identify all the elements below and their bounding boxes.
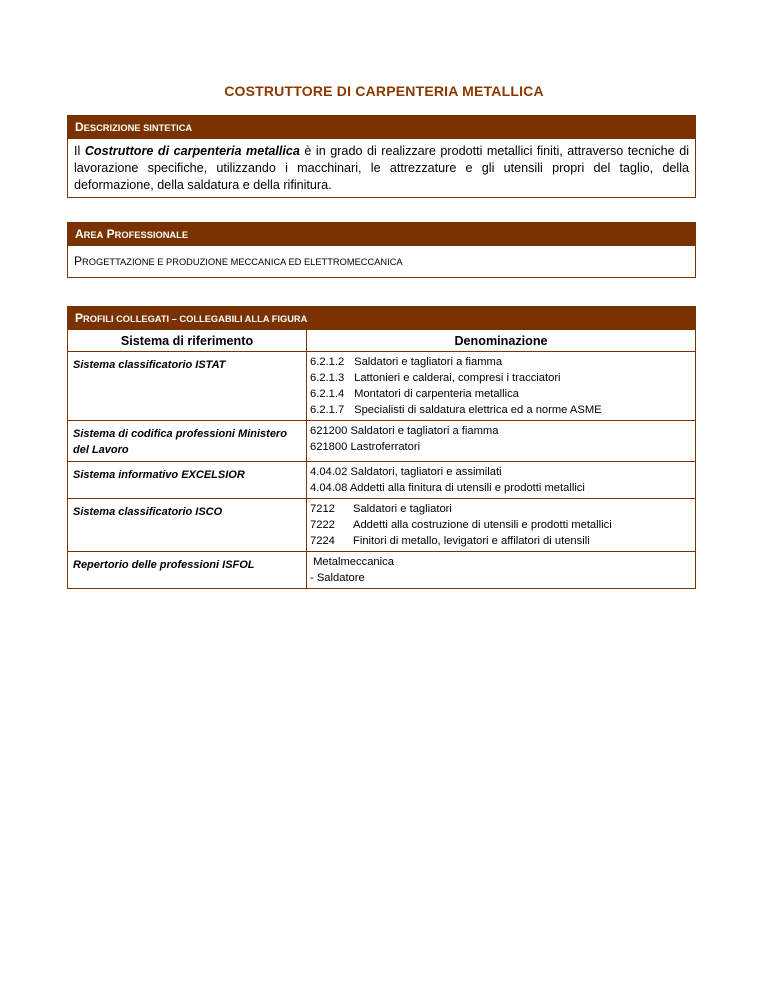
list-item <box>310 480 691 496</box>
profili-header-rest: ROFILI COLLEGATI – COLLEGABILI ALLA FIGURA <box>83 314 308 324</box>
item-code: 6.2.1.7 <box>310 404 345 416</box>
list-item: - Saldatore <box>310 572 365 584</box>
item-text: Finitori di metallo, levigatori e affilatori di utensili <box>353 535 590 547</box>
area-header-initial-2: P <box>106 227 115 241</box>
area-value <box>68 246 695 277</box>
descrizione-body: è in grado di realizzare prodotti metallici finiti, attraverso tecniche di lavorazione specifiche, utilizzando i macchinari, le attrezzature e gli utensili propri del taglio, della deformazione, della saldatura e della rifinitura. <box>74 144 690 192</box>
descrizione-header-rest: ESCRIZIONE SINTETICA <box>83 123 193 133</box>
table-row <box>68 499 695 552</box>
row-values <box>307 352 696 421</box>
area-value-rest: ROGETTAZIONE E PRODUZIONE MECCANICA ED ELETTROMECCANICA <box>82 257 403 267</box>
item-code: 621800 <box>310 441 348 453</box>
row-values <box>307 421 696 462</box>
page-title: COSTRUTTORE DI CARPENTERIA METALLICA <box>224 83 544 99</box>
area-header <box>68 223 695 246</box>
table-row <box>68 552 695 589</box>
column-header-denominazione: Denominazione <box>307 330 696 352</box>
row-values <box>307 462 696 499</box>
list-item <box>310 533 691 549</box>
item-code: 7212 <box>310 503 335 515</box>
area-header-rest-1: REA <box>83 230 104 240</box>
row-label: Sistema di codifica professioni Ministero del Lavoro <box>68 421 307 462</box>
item-code: 4.04.02 <box>310 466 348 478</box>
row-label: Sistema classificatorio ISCO <box>68 499 307 552</box>
item-text: Saldatori e tagliatori a fiamma <box>354 356 503 368</box>
item-text: Saldatori, tagliatori e assimilati <box>350 466 502 478</box>
list-item <box>310 517 691 533</box>
table-row <box>68 352 695 421</box>
descrizione-section <box>67 115 696 198</box>
table-row <box>68 462 695 499</box>
area-header-initial-1: A <box>75 227 84 241</box>
list-item <box>310 370 691 386</box>
list-item <box>310 439 691 455</box>
item-text: Lattonieri e calderai, compresi i tracciatori <box>354 372 561 384</box>
list-item <box>310 354 691 370</box>
item-code: 6.2.1.2 <box>310 356 345 368</box>
item-text: Lastroferratori <box>350 441 421 453</box>
profili-header <box>68 307 695 330</box>
descrizione-prefix: Il <box>74 144 85 158</box>
list-item <box>310 402 691 418</box>
item-code: 7224 <box>310 535 335 547</box>
profili-section <box>67 306 696 589</box>
item-code: 6.2.1.4 <box>310 388 345 400</box>
descrizione-header <box>68 116 695 139</box>
area-section <box>67 222 696 278</box>
profili-table <box>68 330 695 588</box>
descrizione-header-initial: D <box>75 120 84 134</box>
column-header-sistema: Sistema di riferimento <box>68 330 307 352</box>
profili-header-initial: P <box>75 311 84 325</box>
list-item <box>310 501 691 517</box>
row-values <box>307 499 696 552</box>
row-label: Sistema classificatorio ISTAT <box>68 352 307 421</box>
descrizione-profile-name: Costruttore di carpenteria metallica <box>84 144 300 158</box>
item-text: Specialisti di saldatura elettrica ed a norme ASME <box>354 404 602 416</box>
item-code: 621200 <box>310 425 348 437</box>
row-values <box>307 552 696 589</box>
item-text: Montatori di carpenteria metallica <box>354 388 519 400</box>
item-code: 4.04.08 <box>310 482 348 494</box>
descrizione-text <box>68 139 695 197</box>
item-code: 7222 <box>310 519 335 531</box>
row-label: Repertorio delle professioni ISFOL <box>68 552 307 589</box>
item-text: Saldatori e tagliatori <box>353 503 452 515</box>
item-code: 6.2.1.3 <box>310 372 345 384</box>
list-item: Metalmeccanica <box>310 556 394 568</box>
list-item <box>310 464 691 480</box>
list-item <box>310 423 691 439</box>
row-label: Sistema informativo EXCELSIOR <box>68 462 307 499</box>
table-row <box>68 421 695 462</box>
area-value-initial: P <box>74 254 83 268</box>
item-text: Saldatori e tagliatori a fiamma <box>350 425 499 437</box>
item-text: Addetti alla finitura di utensili e prodotti metallici <box>349 482 585 494</box>
item-text: Addetti alla costruzione di utensili e prodotti metallici <box>353 519 612 531</box>
area-header-rest-2: ROFESSIONALE <box>114 230 189 240</box>
list-item <box>310 386 691 402</box>
